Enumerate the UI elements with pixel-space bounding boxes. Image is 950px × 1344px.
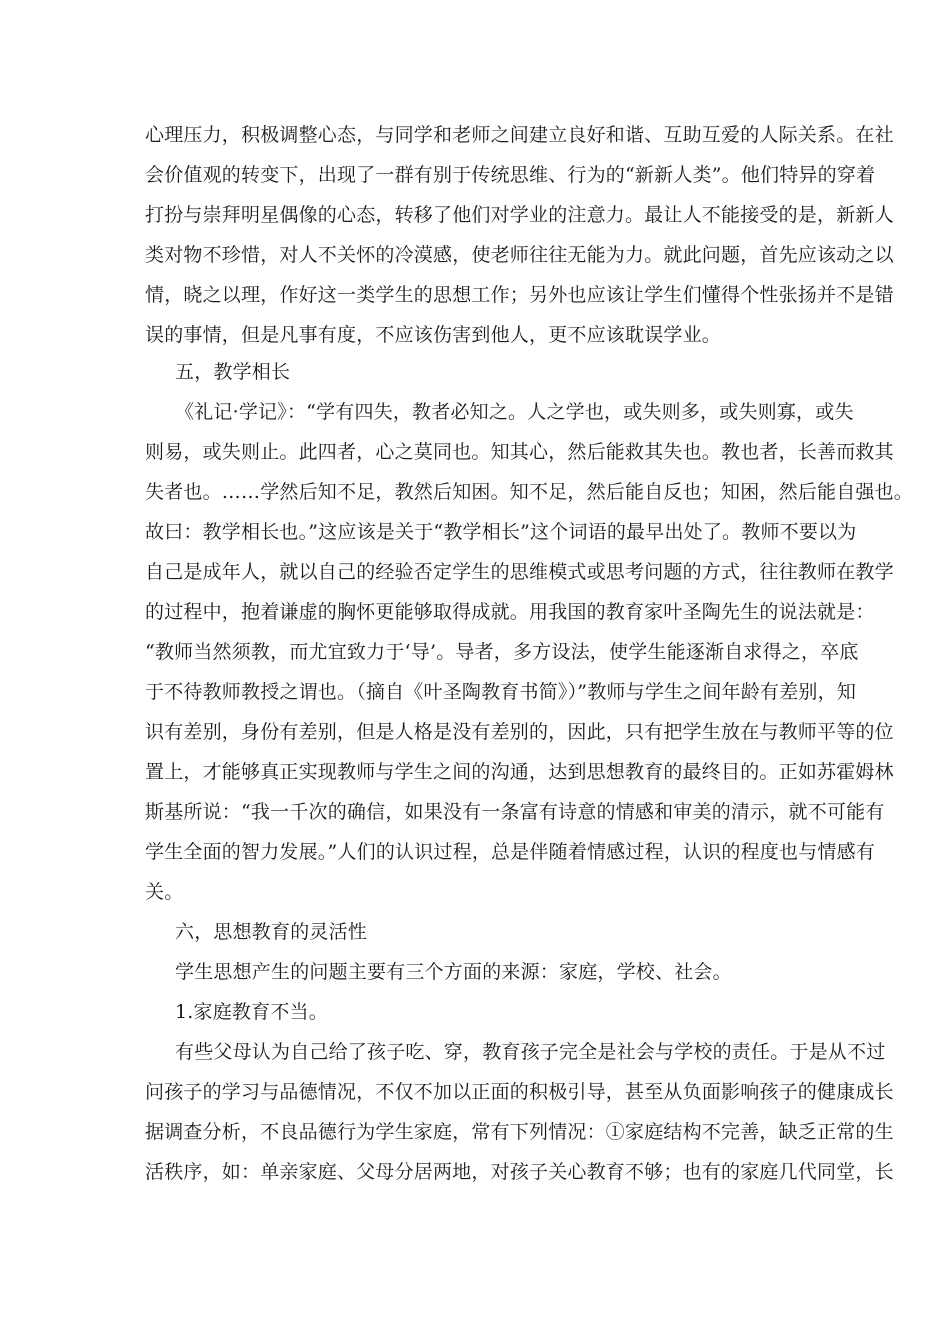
section-heading-6: 六，思想教育的灵活性 xyxy=(175,921,368,943)
text-line: 活秩序，如：单亲家庭、父母分居两地，对孩子关心教育不够；也有的家庭几代同堂，长 xyxy=(145,1161,894,1183)
text-line: 心理压力，积极调整心态，与同学和老师之间建立良好和谐、互助互爱的人际关系。在社 xyxy=(145,124,894,146)
text-line: 失者也。……学然后知不足，教然后知困。知不足，然后能自反也；知困，然后能自强也。 xyxy=(145,481,914,503)
text-line: 斯基所说：“我一千次的确信，如果没有一条富有诗意的情感和审美的清示，就不可能有 xyxy=(145,801,885,823)
text-line: 误的事情，但是凡事有度，不应该伤害到他人，更不应该耽误学业。 xyxy=(145,324,722,346)
list-item-heading: 1.家庭教育不当。 xyxy=(175,1001,328,1023)
text-line: 置上，才能够真正实现教师与学生之间的沟通，达到思想教育的最终目的。正如苏霍姆林 xyxy=(145,761,894,783)
text-line: 则易，或失则止。此四者，心之莫同也。知其心，然后能救其失也。教也者，长善而救其 xyxy=(145,441,894,463)
section-heading-5: 五，教学相长 xyxy=(175,361,291,383)
text-line: 《礼记·学记》：“学有四失，教者必知之。人之学也，或失则多，或失则寡，或失 xyxy=(175,401,854,423)
text-line: 据调查分析，不良品德行为学生家庭，常有下列情况：①家庭结构不完善，缺乏正常的生 xyxy=(145,1121,894,1143)
text-line: 会价值观的转变下，出现了一群有别于传统思维、行为的“新新人类”。他们特异的穿着 xyxy=(145,164,876,186)
text-line: 的过程中，抱着谦虚的胸怀更能够取得成就。用我国的教育家叶圣陶先生的说法就是： xyxy=(145,601,875,623)
section-intro: 学生思想产生的问题主要有三个方面的来源：家庭，学校、社会。 xyxy=(175,961,732,983)
text-line: 于不待教师教授之谓也。（摘自《叶圣陶教育书简》）”教师与学生之间年龄有差别，知 xyxy=(145,681,857,703)
text-line: “教师当然须教，而尤宜致力于‘导’。导者，多方设法，使学生能逐渐自求得之，卒底 xyxy=(145,641,859,663)
text-line: 故曰：教学相长也。”这应该是关于“教学相长”这个词语的最早出处了。教师不要以为 xyxy=(145,521,857,543)
text-line: 关。 xyxy=(145,881,184,903)
text-line: 类对物不珍惜，对人不关怀的冷漠感，使老师往往无能为力。就此问题，首先应该动之以 xyxy=(145,244,894,266)
main-sections xyxy=(145,352,914,1192)
text-line: 自己是成年人，就以自己的经验否定学生的思维模式或思考问题的方式，往往教师在教学 xyxy=(145,561,894,583)
text-line: 问孩子的学习与品德情况，不仅不加以正面的积极引导，甚至从负面影响孩子的健康成长 xyxy=(145,1081,894,1103)
text-line: 打扮与崇拜明星偶像的心态，转移了他们对学业的注意力。最让人不能接受的是，新新人 xyxy=(145,204,894,226)
text-line: 识有差别，身份有差别，但是人格是没有差别的，因此，只有把学生放在与教师平等的位 xyxy=(145,721,894,743)
text-line: 学生全面的智力发展。”人们的认识过程，总是伴随着情感过程，认识的程度也与情感有 xyxy=(145,841,876,863)
paragraph-psychological-pressure xyxy=(145,115,894,355)
text-line: 有些父母认为自己给了孩子吃、穿，教育孩子完全是社会与学校的责任。于是从不过 xyxy=(175,1041,886,1063)
text-line: 情，晓之以理，作好这一类学生的思想工作；另外也应该让学生们懂得个性张扬并不是错 xyxy=(145,284,894,306)
